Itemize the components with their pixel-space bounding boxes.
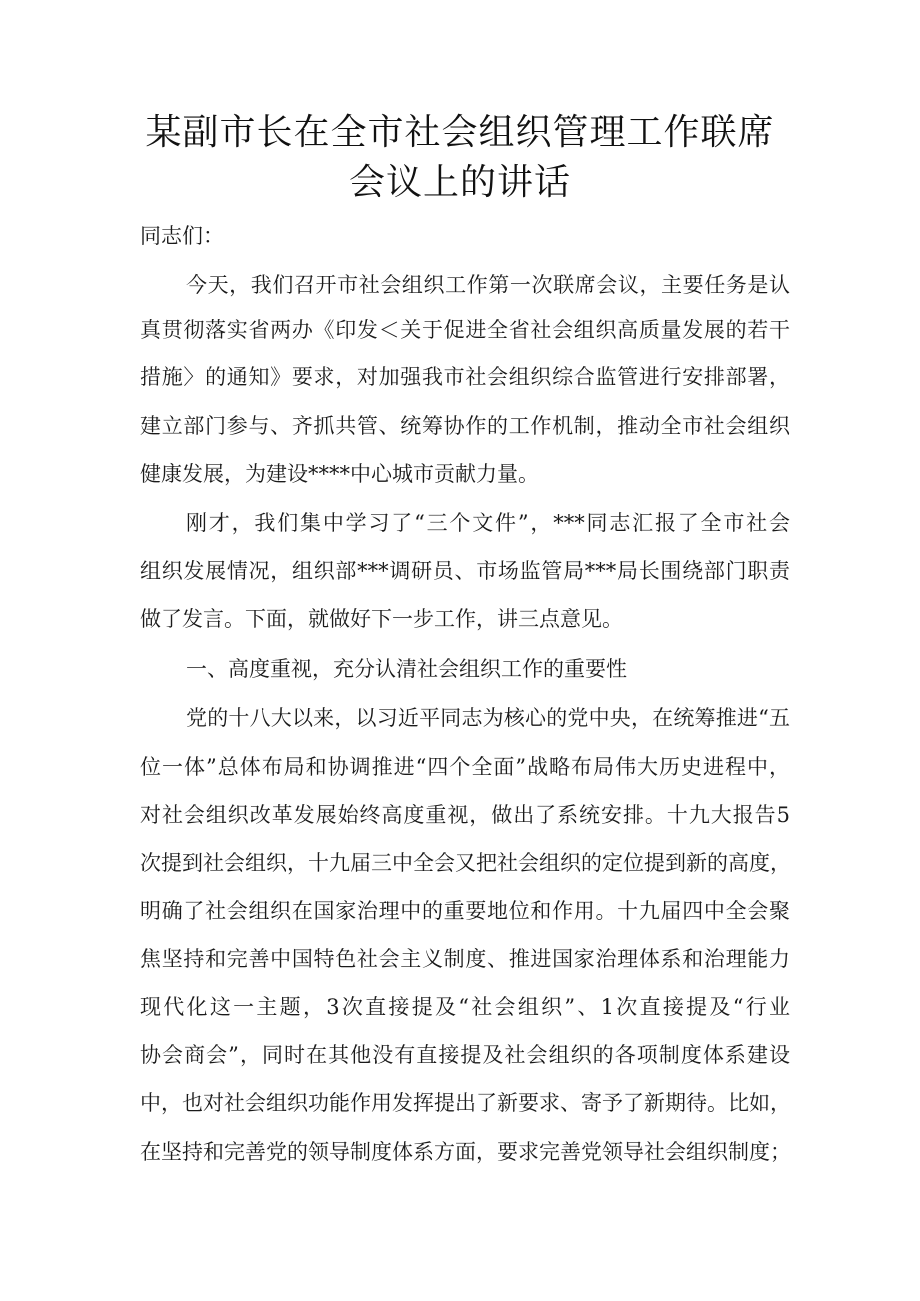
paragraph-3-line-2: 位一体”总体布局和协调推进“四个全面”战略布局伟大历史进程中， <box>140 755 790 779</box>
paragraph-3-line-9: 中，也对社会组织功能作用发挥提出了新要求、寄予了新期待。比如， <box>140 1091 791 1115</box>
paragraph-3-line-7: 现代化这一主题，3次直接提及“社会组织”、1次直接提及“行业 <box>140 995 790 1019</box>
paragraph-1-line-1: 今天，我们召开市社会组织工作第一次联席会议，主要任务是认 <box>186 273 790 297</box>
paragraph-3-line-8: 协会商会”，同时在其他没有直接提及社会组织的各项制度体系建设 <box>140 1043 790 1067</box>
paragraph-1-line-5: 健康发展，为建设****中心城市贡献力量。 <box>140 462 539 486</box>
paragraph-1-line-3: 措施〉的通知》要求，对加强我市社会组织综合监管进行安排部署， <box>140 365 790 389</box>
document-title-line-2: 会议上的讲话 <box>348 162 571 203</box>
paragraph-1-line-2: 真贯彻落实省两办《印发＜关于促进全省社会组织高质量发展的若干 <box>140 318 790 342</box>
paragraph-3-line-10: 在坚持和完善党的领导制度体系方面，要求完善党领导社会组织制度； <box>140 1140 791 1164</box>
paragraph-3-line-3: 对社会组织改革发展始终高度重视，做出了系统安排。十九大报告5 <box>140 803 790 827</box>
document-title-line-1: 某副市长在全市社会组织管理工作联席 <box>145 112 775 153</box>
paragraph-2-line-1: 刚才，我们集中学习了“三个文件”，***同志汇报了全市社会 <box>186 511 790 535</box>
paragraph-3-line-4: 次提到社会组织，十九届三中全会又把社会组织的定位提到新的高度， <box>140 851 791 875</box>
section-1-heading: 一、高度重视，充分认清社会组织工作的重要性 <box>186 657 627 681</box>
salutation: 同志们： <box>140 224 224 248</box>
paragraph-2-line-2: 组织发展情况，组织部***调研员、市场监管局***局长围绕部门职责 <box>140 559 790 583</box>
paragraph-1-line-4: 建立部门参与、齐抓共管、统筹协作的工作机制，推动全市社会组织 <box>140 414 790 438</box>
paragraph-3-line-6: 焦坚持和完善中国特色社会主义制度、推进国家治理体系和治理能力 <box>140 947 790 971</box>
paragraph-3-line-1: 党的十八大以来，以习近平同志为核心的党中央，在统筹推进“五 <box>186 706 790 730</box>
paragraph-3-line-5: 明确了社会组织在国家治理中的重要地位和作用。十九届四中全会聚 <box>140 899 790 923</box>
paragraph-2-line-3: 做了发言。下面，就做好下一步工作，讲三点意见。 <box>140 607 623 631</box>
